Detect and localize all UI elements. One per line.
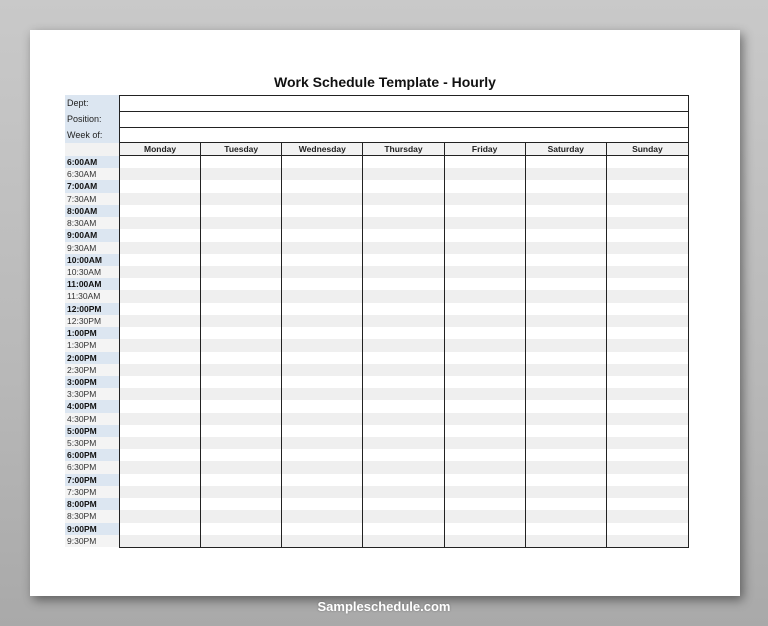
time-labels bbox=[65, 156, 119, 547]
schedule-cell[interactable] bbox=[282, 229, 362, 241]
time-label: 2:30PM bbox=[65, 364, 119, 376]
schedule-cell[interactable] bbox=[607, 523, 688, 535]
schedule-cell[interactable] bbox=[363, 388, 443, 400]
schedule-cell[interactable] bbox=[607, 437, 688, 449]
schedule-cell[interactable] bbox=[282, 449, 362, 461]
schedule-cell[interactable] bbox=[445, 449, 525, 461]
schedule-cell[interactable] bbox=[282, 266, 362, 278]
schedule-cell[interactable] bbox=[120, 254, 200, 266]
schedule-cell[interactable] bbox=[607, 315, 688, 327]
schedule-cell[interactable] bbox=[526, 156, 606, 168]
schedule-cell[interactable] bbox=[201, 461, 281, 473]
day-header-monday: Monday bbox=[120, 143, 201, 156]
schedule-cell[interactable] bbox=[363, 242, 443, 254]
schedule-cell[interactable] bbox=[120, 388, 200, 400]
schedule-cell[interactable] bbox=[120, 193, 200, 205]
dept-label: Dept: bbox=[65, 95, 119, 111]
schedule-cell[interactable] bbox=[607, 339, 688, 351]
schedule-cell[interactable] bbox=[201, 290, 281, 302]
schedule-cell[interactable] bbox=[445, 498, 525, 510]
schedule-cell[interactable] bbox=[282, 303, 362, 315]
time-label: 8:00PM bbox=[65, 498, 119, 510]
schedule-cell[interactable] bbox=[201, 303, 281, 315]
schedule-cell[interactable] bbox=[120, 425, 200, 437]
schedule-cell[interactable] bbox=[445, 461, 525, 473]
day-header-friday: Friday bbox=[445, 143, 526, 156]
schedule-cell[interactable] bbox=[363, 449, 443, 461]
schedule-cell[interactable] bbox=[526, 180, 606, 192]
schedule-cell[interactable] bbox=[363, 376, 443, 388]
schedule-cell[interactable] bbox=[201, 400, 281, 412]
schedule-cell[interactable] bbox=[607, 486, 688, 498]
schedule-cell[interactable] bbox=[282, 168, 362, 180]
schedule-cell[interactable] bbox=[363, 486, 443, 498]
day-header-wednesday: Wednesday bbox=[282, 143, 363, 156]
schedule-cell[interactable] bbox=[607, 290, 688, 302]
schedule-cell[interactable] bbox=[526, 400, 606, 412]
schedule-cell[interactable] bbox=[282, 523, 362, 535]
schedule-cell[interactable] bbox=[120, 510, 200, 522]
schedule-cell[interactable] bbox=[120, 523, 200, 535]
schedule-cell[interactable] bbox=[201, 339, 281, 351]
schedule-cell[interactable] bbox=[363, 510, 443, 522]
schedule-cell[interactable] bbox=[282, 327, 362, 339]
watermark: Sampleschedule.com bbox=[317, 599, 451, 614]
day-column-sunday bbox=[607, 156, 688, 547]
schedule-cell[interactable] bbox=[607, 242, 688, 254]
schedule-cell[interactable] bbox=[363, 437, 443, 449]
day-column-friday bbox=[445, 156, 526, 547]
time-label: 2:00PM bbox=[65, 352, 119, 364]
schedule-cell[interactable] bbox=[282, 315, 362, 327]
schedule-cell[interactable] bbox=[120, 474, 200, 486]
schedule-cell[interactable] bbox=[526, 266, 606, 278]
time-label: 12:30PM bbox=[65, 315, 119, 327]
schedule-cell[interactable] bbox=[526, 510, 606, 522]
schedule-cell[interactable] bbox=[607, 278, 688, 290]
schedule-cell[interactable] bbox=[607, 180, 688, 192]
schedule-cell[interactable] bbox=[526, 523, 606, 535]
schedule-cell[interactable] bbox=[526, 461, 606, 473]
schedule-cell[interactable] bbox=[201, 205, 281, 217]
schedule-cell[interactable] bbox=[120, 327, 200, 339]
day-header-saturday: Saturday bbox=[526, 143, 607, 156]
schedule-cell[interactable] bbox=[201, 425, 281, 437]
schedule-cell[interactable] bbox=[526, 498, 606, 510]
schedule-cell[interactable] bbox=[445, 242, 525, 254]
schedule-cell[interactable] bbox=[363, 217, 443, 229]
schedule-cell[interactable] bbox=[201, 352, 281, 364]
schedule-cell[interactable] bbox=[363, 339, 443, 351]
time-label: 11:30AM bbox=[65, 290, 119, 302]
schedule-cell[interactable] bbox=[607, 364, 688, 376]
schedule-cell[interactable] bbox=[282, 498, 362, 510]
schedule-cell[interactable] bbox=[363, 327, 443, 339]
schedule-cell[interactable] bbox=[363, 413, 443, 425]
schedule-cell[interactable] bbox=[120, 461, 200, 473]
schedule-cell[interactable] bbox=[282, 425, 362, 437]
schedule-cell[interactable] bbox=[445, 486, 525, 498]
schedule-cell[interactable] bbox=[607, 156, 688, 168]
schedule-cell[interactable] bbox=[445, 156, 525, 168]
schedule-cell[interactable] bbox=[526, 339, 606, 351]
time-label: 6:30AM bbox=[65, 168, 119, 180]
schedule-cell[interactable] bbox=[282, 278, 362, 290]
schedule-cell[interactable] bbox=[120, 217, 200, 229]
schedule-cell[interactable] bbox=[363, 364, 443, 376]
time-label: 9:30AM bbox=[65, 242, 119, 254]
schedule-cell[interactable] bbox=[201, 437, 281, 449]
schedule-cell[interactable] bbox=[201, 327, 281, 339]
schedule-cell[interactable] bbox=[445, 352, 525, 364]
schedule-cell[interactable] bbox=[445, 474, 525, 486]
schedule-cell[interactable] bbox=[201, 449, 281, 461]
schedule-cell[interactable] bbox=[607, 217, 688, 229]
schedule-cell[interactable] bbox=[363, 205, 443, 217]
time-label: 5:30PM bbox=[65, 437, 119, 449]
schedule-cell[interactable] bbox=[363, 193, 443, 205]
schedule-cell[interactable] bbox=[120, 376, 200, 388]
day-header-tuesday: Tuesday bbox=[201, 143, 282, 156]
schedule-cell[interactable] bbox=[607, 327, 688, 339]
schedule-cell[interactable] bbox=[526, 315, 606, 327]
time-label: 4:30PM bbox=[65, 413, 119, 425]
time-label: 9:00PM bbox=[65, 523, 119, 535]
schedule-cell[interactable] bbox=[282, 461, 362, 473]
schedule-cell[interactable] bbox=[526, 486, 606, 498]
time-label: 7:30AM bbox=[65, 193, 119, 205]
schedule-cell[interactable] bbox=[526, 376, 606, 388]
schedule-cell[interactable] bbox=[607, 388, 688, 400]
schedule-cell[interactable] bbox=[201, 156, 281, 168]
schedule-cell[interactable] bbox=[282, 474, 362, 486]
day-header-thursday: Thursday bbox=[363, 143, 444, 156]
schedule-cell[interactable] bbox=[445, 535, 525, 547]
schedule-cell[interactable] bbox=[201, 278, 281, 290]
schedule-cell[interactable] bbox=[526, 388, 606, 400]
schedule-cell[interactable] bbox=[201, 242, 281, 254]
schedule-cell[interactable] bbox=[607, 400, 688, 412]
schedule-cell[interactable] bbox=[607, 229, 688, 241]
time-label: 7:00PM bbox=[65, 474, 119, 486]
day-column-tuesday bbox=[201, 156, 282, 547]
schedule-cell[interactable] bbox=[282, 254, 362, 266]
schedule-cell[interactable] bbox=[282, 339, 362, 351]
schedule-cell[interactable] bbox=[282, 193, 362, 205]
schedule-cell[interactable] bbox=[526, 303, 606, 315]
schedule-cell[interactable] bbox=[201, 388, 281, 400]
schedule-cell[interactable] bbox=[607, 413, 688, 425]
schedule-cell[interactable] bbox=[445, 205, 525, 217]
schedule-cell[interactable] bbox=[445, 400, 525, 412]
schedule-cell[interactable] bbox=[201, 229, 281, 241]
schedule-cell[interactable] bbox=[445, 339, 525, 351]
week-of-field[interactable] bbox=[119, 127, 689, 143]
schedule-cell[interactable] bbox=[201, 413, 281, 425]
schedule-cell[interactable] bbox=[607, 303, 688, 315]
day-column-wednesday bbox=[282, 156, 363, 547]
schedule-cell[interactable] bbox=[201, 193, 281, 205]
schedule-cell[interactable] bbox=[201, 376, 281, 388]
schedule-cell[interactable] bbox=[607, 376, 688, 388]
schedule-cell[interactable] bbox=[445, 437, 525, 449]
time-label: 6:30PM bbox=[65, 461, 119, 473]
schedule-cell[interactable] bbox=[607, 535, 688, 547]
schedule-cell[interactable] bbox=[120, 486, 200, 498]
schedule-cell[interactable] bbox=[445, 376, 525, 388]
schedule-cell[interactable] bbox=[120, 180, 200, 192]
schedule-cell[interactable] bbox=[282, 376, 362, 388]
schedule-cell[interactable] bbox=[120, 168, 200, 180]
schedule-cell[interactable] bbox=[363, 461, 443, 473]
schedule-cell[interactable] bbox=[607, 510, 688, 522]
schedule-cell[interactable] bbox=[282, 437, 362, 449]
day-header-sunday: Sunday bbox=[607, 143, 688, 156]
schedule-cell[interactable] bbox=[282, 486, 362, 498]
schedule-cell[interactable] bbox=[445, 229, 525, 241]
schedule-cell[interactable] bbox=[526, 449, 606, 461]
schedule-cell[interactable] bbox=[201, 315, 281, 327]
schedule-cell[interactable] bbox=[363, 523, 443, 535]
schedule-cell[interactable] bbox=[282, 352, 362, 364]
schedule-cell[interactable] bbox=[607, 193, 688, 205]
schedule-cell[interactable] bbox=[120, 303, 200, 315]
time-label: 7:30PM bbox=[65, 486, 119, 498]
schedule-cell[interactable] bbox=[363, 535, 443, 547]
schedule-cell[interactable] bbox=[120, 535, 200, 547]
schedule-cell[interactable] bbox=[282, 535, 362, 547]
schedule-cell[interactable] bbox=[526, 242, 606, 254]
schedule-cell[interactable] bbox=[201, 266, 281, 278]
schedule-cell[interactable] bbox=[445, 193, 525, 205]
schedule-cell[interactable] bbox=[526, 474, 606, 486]
schedule-page bbox=[30, 30, 740, 596]
schedule-cell[interactable] bbox=[282, 156, 362, 168]
schedule-cell[interactable] bbox=[363, 180, 443, 192]
day-column-thursday bbox=[363, 156, 444, 547]
schedule-cell[interactable] bbox=[120, 352, 200, 364]
schedule-cell[interactable] bbox=[607, 205, 688, 217]
schedule-cell[interactable] bbox=[526, 364, 606, 376]
schedule-cell[interactable] bbox=[282, 510, 362, 522]
time-label: 8:30PM bbox=[65, 510, 119, 522]
schedule-cell[interactable] bbox=[607, 425, 688, 437]
schedule-cell[interactable] bbox=[282, 413, 362, 425]
schedule-cell[interactable] bbox=[120, 437, 200, 449]
schedule-cell[interactable] bbox=[445, 278, 525, 290]
schedule-cell[interactable] bbox=[201, 535, 281, 547]
schedule-cell[interactable] bbox=[526, 278, 606, 290]
schedule-cell[interactable] bbox=[526, 413, 606, 425]
schedule-cell[interactable] bbox=[445, 254, 525, 266]
schedule-cell[interactable] bbox=[607, 266, 688, 278]
schedule-cell[interactable] bbox=[363, 425, 443, 437]
schedule-cell[interactable] bbox=[445, 413, 525, 425]
schedule-cell[interactable] bbox=[526, 290, 606, 302]
day-column-saturday bbox=[526, 156, 607, 547]
schedule-cell[interactable] bbox=[607, 168, 688, 180]
time-label: 1:00PM bbox=[65, 327, 119, 339]
schedule-cell[interactable] bbox=[526, 327, 606, 339]
schedule-cell[interactable] bbox=[120, 266, 200, 278]
schedule-cell[interactable] bbox=[445, 217, 525, 229]
schedule-cell[interactable] bbox=[120, 449, 200, 461]
schedule-cell[interactable] bbox=[201, 168, 281, 180]
schedule-grid bbox=[119, 95, 689, 548]
schedule-cell[interactable] bbox=[120, 339, 200, 351]
schedule-cell[interactable] bbox=[363, 266, 443, 278]
time-label: 10:30AM bbox=[65, 266, 119, 278]
schedule-cell[interactable] bbox=[445, 425, 525, 437]
schedule-cell[interactable] bbox=[363, 303, 443, 315]
schedule-cell[interactable] bbox=[363, 156, 443, 168]
schedule-cell[interactable] bbox=[526, 254, 606, 266]
schedule-cell[interactable] bbox=[526, 193, 606, 205]
time-label: 8:30AM bbox=[65, 217, 119, 229]
schedule-cell[interactable] bbox=[120, 498, 200, 510]
time-label: 3:30PM bbox=[65, 388, 119, 400]
schedule-cell[interactable] bbox=[363, 168, 443, 180]
time-label: 12:00PM bbox=[65, 303, 119, 315]
schedule-cell[interactable] bbox=[282, 205, 362, 217]
schedule-cell[interactable] bbox=[363, 290, 443, 302]
schedule-cell[interactable] bbox=[526, 535, 606, 547]
schedule-cell[interactable] bbox=[120, 205, 200, 217]
schedule-cell[interactable] bbox=[607, 474, 688, 486]
schedule-cell[interactable] bbox=[363, 278, 443, 290]
schedule-cell[interactable] bbox=[282, 180, 362, 192]
page-title: Work Schedule Template - Hourly bbox=[274, 74, 496, 90]
time-label: 6:00AM bbox=[65, 156, 119, 168]
schedule-cell[interactable] bbox=[607, 449, 688, 461]
schedule-cell[interactable] bbox=[526, 437, 606, 449]
schedule-cell[interactable] bbox=[445, 510, 525, 522]
schedule-cell[interactable] bbox=[445, 388, 525, 400]
schedule-cell[interactable] bbox=[363, 474, 443, 486]
schedule-cell[interactable] bbox=[120, 290, 200, 302]
schedule-cell[interactable] bbox=[120, 278, 200, 290]
schedule-cell[interactable] bbox=[282, 400, 362, 412]
schedule-cell[interactable] bbox=[445, 180, 525, 192]
schedule-cell[interactable] bbox=[363, 352, 443, 364]
time-label: 1:30PM bbox=[65, 339, 119, 351]
schedule-cell[interactable] bbox=[120, 242, 200, 254]
schedule-cell[interactable] bbox=[201, 523, 281, 535]
schedule-cell[interactable] bbox=[201, 474, 281, 486]
schedule-cell[interactable] bbox=[445, 266, 525, 278]
time-label: 11:00AM bbox=[65, 278, 119, 290]
schedule-cell[interactable] bbox=[363, 315, 443, 327]
schedule-cell[interactable] bbox=[445, 327, 525, 339]
label-column bbox=[65, 95, 119, 547]
schedule-cell[interactable] bbox=[363, 498, 443, 510]
schedule-cell[interactable] bbox=[120, 156, 200, 168]
schedule-cell[interactable] bbox=[282, 217, 362, 229]
schedule-cell[interactable] bbox=[526, 168, 606, 180]
schedule-cell[interactable] bbox=[607, 352, 688, 364]
time-label: 5:00PM bbox=[65, 425, 119, 437]
schedule-cell[interactable] bbox=[607, 254, 688, 266]
schedule-cell[interactable] bbox=[445, 168, 525, 180]
schedule-cell[interactable] bbox=[363, 254, 443, 266]
schedule-cell[interactable] bbox=[201, 486, 281, 498]
schedule-cell[interactable] bbox=[445, 290, 525, 302]
position-label: Position: bbox=[65, 111, 119, 127]
schedule-cell[interactable] bbox=[445, 364, 525, 376]
schedule-cell[interactable] bbox=[282, 242, 362, 254]
schedule-cell[interactable] bbox=[445, 523, 525, 535]
schedule-cell[interactable] bbox=[201, 254, 281, 266]
day-column-monday bbox=[120, 156, 201, 547]
schedule-cell[interactable] bbox=[445, 303, 525, 315]
schedule-cell[interactable] bbox=[201, 510, 281, 522]
schedule-cell[interactable] bbox=[282, 388, 362, 400]
time-label: 3:00PM bbox=[65, 376, 119, 388]
schedule-cell[interactable] bbox=[120, 315, 200, 327]
schedule-cell[interactable] bbox=[607, 461, 688, 473]
time-label: 9:30PM bbox=[65, 535, 119, 547]
time-label: 6:00PM bbox=[65, 449, 119, 461]
time-label: 10:00AM bbox=[65, 254, 119, 266]
dept-field[interactable] bbox=[119, 95, 689, 111]
schedule-cell[interactable] bbox=[607, 498, 688, 510]
schedule-cell[interactable] bbox=[201, 498, 281, 510]
schedule-cell[interactable] bbox=[526, 229, 606, 241]
schedule-cell[interactable] bbox=[445, 315, 525, 327]
schedule-cell[interactable] bbox=[120, 400, 200, 412]
time-label: 4:00PM bbox=[65, 400, 119, 412]
schedule-cell[interactable] bbox=[282, 364, 362, 376]
schedule-cell[interactable] bbox=[201, 364, 281, 376]
schedule-cell[interactable] bbox=[120, 413, 200, 425]
schedule-cell[interactable] bbox=[363, 229, 443, 241]
schedule-table bbox=[119, 143, 689, 548]
position-field[interactable] bbox=[119, 111, 689, 127]
schedule-cell[interactable] bbox=[363, 400, 443, 412]
corner-cell bbox=[65, 143, 119, 156]
schedule-cell[interactable] bbox=[120, 229, 200, 241]
schedule-cell[interactable] bbox=[526, 425, 606, 437]
week-of-label: Week of: bbox=[65, 127, 119, 143]
schedule-cell[interactable] bbox=[201, 180, 281, 192]
schedule-cell[interactable] bbox=[526, 217, 606, 229]
schedule-cell[interactable] bbox=[201, 217, 281, 229]
schedule-cell[interactable] bbox=[526, 352, 606, 364]
schedule-cell[interactable] bbox=[282, 290, 362, 302]
schedule-cell[interactable] bbox=[120, 364, 200, 376]
time-label: 7:00AM bbox=[65, 180, 119, 192]
schedule-cell[interactable] bbox=[526, 205, 606, 217]
time-label: 8:00AM bbox=[65, 205, 119, 217]
time-label: 9:00AM bbox=[65, 229, 119, 241]
